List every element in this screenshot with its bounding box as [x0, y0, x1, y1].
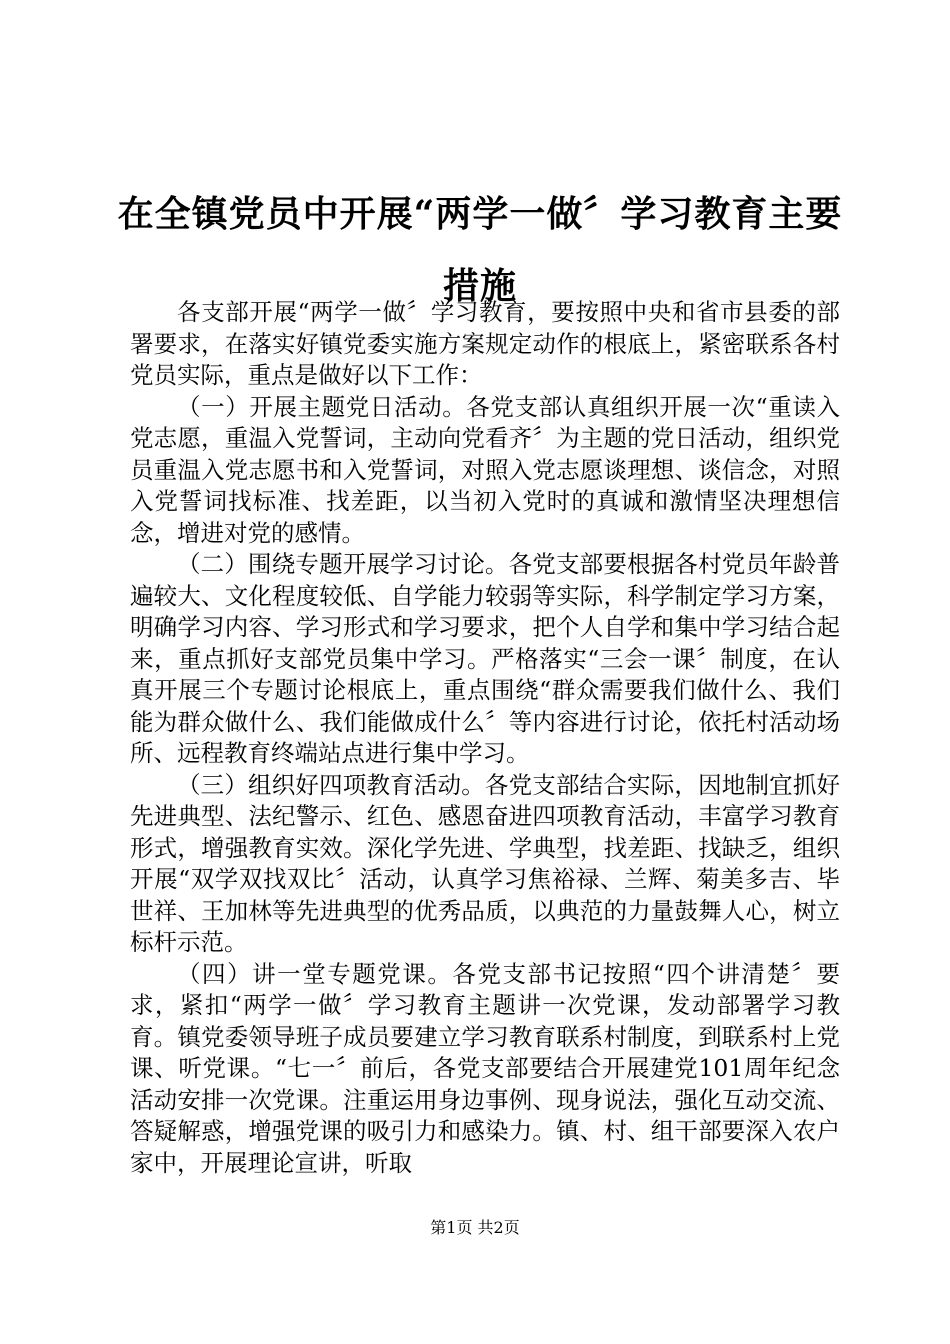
paragraph-section-4: （四）讲一堂专题党课。各党支部书记按照“四个讲清楚〞要求，紧扣“两学一做〞学习教育主题讲一次党课，发动部署学习教育。镇党委领导班子成员要建立学习教育联系村制度，到联系村上党课、听党课。“七一〞前后，各党支部要结合开展建党101周年纪念活动安排一次党课。注重运用身边事例、现身说法，强化互动交流、答疑解惑，增强党课的吸引力和感染力。镇、村、组干部要深入农户家中，开展理论宣讲，听取 — [130, 959, 840, 1177]
paragraph-section-1: （一）开展主题党日活动。各党支部认真组织开展一次“重读入党志愿，重温入党誓词，主动向党看齐〞为主题的党日活动，组织党员重温入党志愿书和入党誓词，对照入党志愿谈理想、谈信念，对照入党誓词找标准、找差距，以当初入党时的真诚和激情坚决理想信念，增进对党的感情。 — [130, 392, 840, 547]
document-title: 在全镇党员中开展“两学一做〞学习教育主要措施 — [117, 193, 843, 307]
page-footer: 第1页 共2页 — [430, 1218, 520, 1237]
paragraph-section-2: （二）围绕专题开展学习讨论。各党支部要根据各村党员年龄普遍较大、文化程度较低、自学能力较弱等实际，科学制定学习方案，明确学习内容、学习形式和学习要求，把个人自学和集中学习结合起来，重点抓好支部党员集中学习。严格落实“三会一课〞制度，在认真开展三个专题讨论根底上，重点围绕“群众需要我们做什么、我们能为群众做什么、我们能做成什么〞等内容进行讨论，依托村活动场所、远程教育终端站点进行集中学习。 — [130, 550, 840, 767]
paragraph-section-3: （三）组织好四项教育活动。各党支部结合实际，因地制宜抓好先进典型、法纪警示、红色、感恩奋进四项教育活动，丰富学习教育形式，增强教育实效。深化学先进、学典型，找差距、找缺乏，组织开展“双学双找双比〞活动，认真学习焦裕禄、兰辉、菊美多吉、毕世祥、王加林等先进典型的优秀品质，以典范的力量鼓舞人心，树立标杆示范。 — [130, 770, 840, 956]
paragraph-intro: 各支部开展“两学一做〞学习教育，要按照中央和省市县委的部署要求，在落实好镇党委实施方案规定动作的根底上，紧密联系各村党员实际，重点是做好以下工作： — [130, 298, 840, 389]
document-body — [130, 297, 840, 1179]
